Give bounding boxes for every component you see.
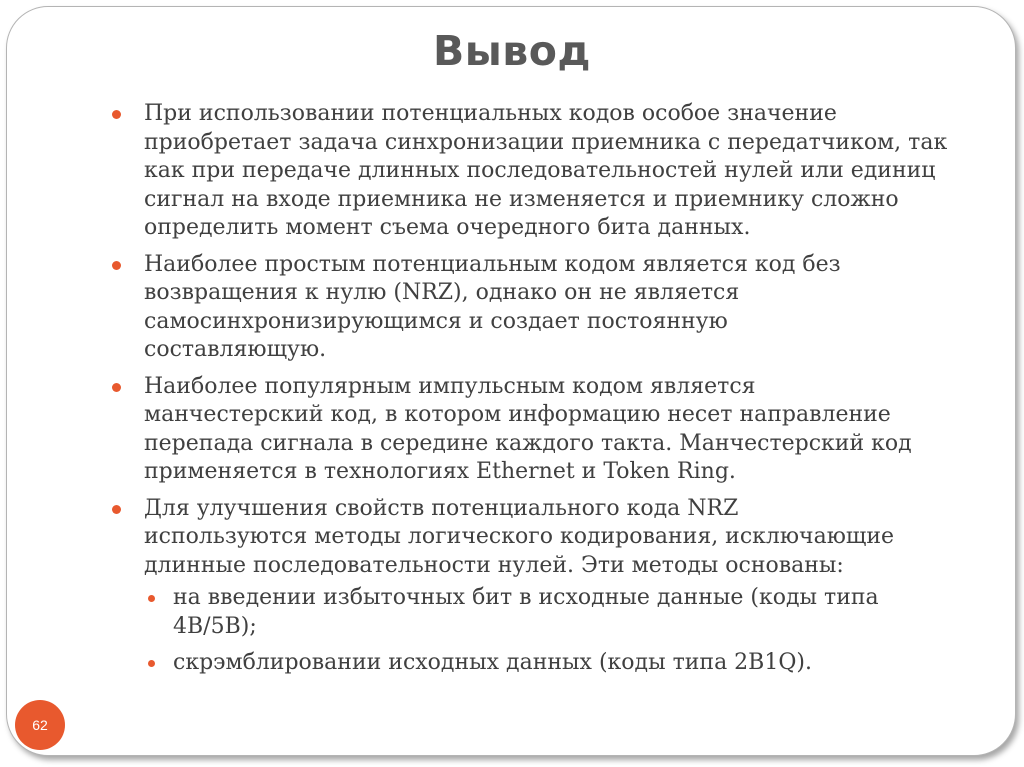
bullet-item (108, 373, 988, 487)
bullet-item (108, 495, 988, 678)
bullet-line: манчестерский код, в котором информацию несет направление (144, 402, 891, 427)
bullet-line: как при передаче длинных последовательностей нулей или единиц (144, 158, 936, 183)
sub-bullet-line: скрэмблировании исходных данных (коды типа 2B1Q). (173, 650, 812, 675)
bullet-line: самосинхронизирующимся и создает постоянную (144, 308, 728, 334)
bullet-line: приобретает задача синхронизации приемника с передатчиком, так (144, 129, 948, 155)
bullet-line: используются методы логического кодирования, исключающие (144, 524, 894, 549)
slide-content (108, 100, 988, 686)
bullet-dot-icon (112, 505, 121, 514)
bullet-line: Наиболее популярным импульсным кодом является (144, 373, 756, 399)
sub-bullet-dot-icon (148, 595, 155, 602)
page-number-badge: 62 (15, 700, 65, 750)
bullet-item (108, 100, 988, 243)
sub-bullet-item (144, 649, 988, 678)
sub-bullet-line: на введении избыточных бит в исходные данные (коды типа (173, 585, 879, 610)
sub-bullet-line: 4B/5B); (173, 613, 257, 639)
bullet-line: длинные последовательности нулей. Эти методы основаны: (144, 552, 844, 578)
sub-bullet-item (144, 584, 988, 641)
bullet-line: составляющую. (144, 337, 327, 362)
sub-bullet-dot-icon (148, 660, 155, 667)
bullet-dot-icon (112, 110, 121, 119)
bullet-dot-icon (112, 383, 121, 392)
bullet-dot-icon (112, 261, 121, 270)
slide-title: Вывод (432, 27, 592, 75)
bullet-line: определить момент съема очередного бита данных. (144, 215, 751, 240)
bullet-line: сигнал на входе приемника не изменяется и приемнику сложно (144, 186, 899, 212)
bullet-line: Наиболее простым потенциальным кодом является код без (144, 251, 841, 277)
bullet-line: Для улучшения свойств потенциального кода NRZ (144, 495, 739, 521)
bullet-item (108, 251, 988, 365)
sub-bullet-list (144, 584, 988, 678)
bullet-line: возвращения к нулю (NRZ), однако он не является (144, 280, 740, 305)
bullet-line: перепада сигнала в середине каждого такта. Манчестерский код (144, 430, 912, 456)
bullet-line: При использовании потенциальных кодов особое значение (144, 101, 837, 126)
bullet-line: применяется в технологиях Ethernet и Token Ring. (144, 459, 736, 484)
